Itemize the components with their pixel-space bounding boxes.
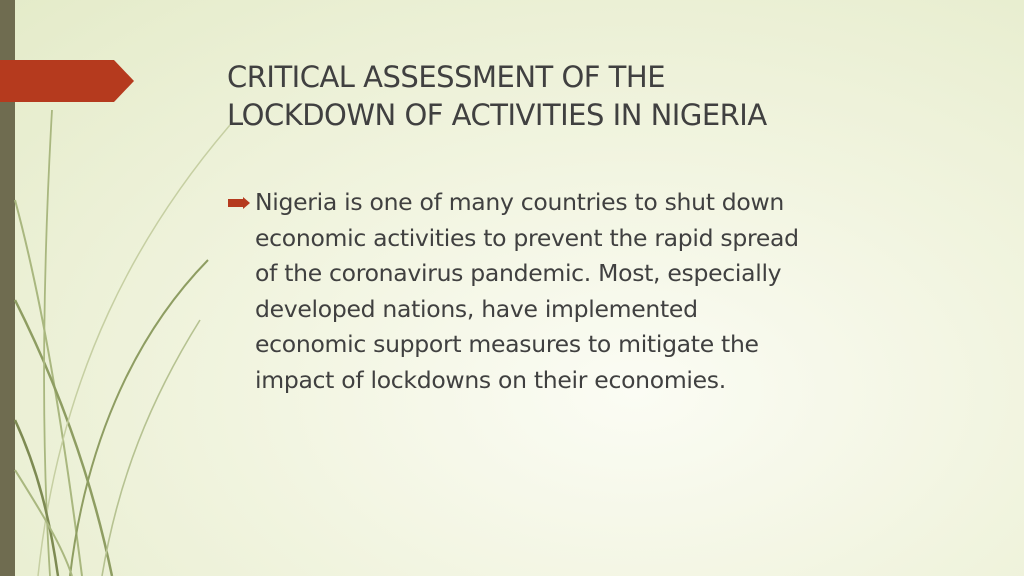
bullet-text-line: economic activities to prevent the rapid spread — [255, 223, 799, 252]
title-arrow-shape — [0, 60, 134, 102]
slide-title-line: CRITICAL ASSESSMENT OF THE — [227, 60, 666, 94]
slide-title — [227, 58, 987, 134]
bullet-text-line: economic support measures to mitigate the — [255, 330, 759, 358]
bullet-text-line: Nigeria is one of many countries to shut down — [255, 188, 785, 216]
bullet-item — [228, 185, 968, 398]
bullet-list — [228, 185, 968, 398]
slide-title-line: LOCKDOWN OF ACTIVITIES IN NIGERIA — [227, 98, 767, 132]
arrow-bullet-icon — [228, 197, 250, 209]
bullet-text-line: of the coronavirus pandemic. Most, especially — [255, 259, 782, 287]
bullet-text-line: developed nations, have implemented — [255, 294, 698, 323]
bullet-text-line: impact of lockdowns on their economies. — [255, 365, 726, 394]
